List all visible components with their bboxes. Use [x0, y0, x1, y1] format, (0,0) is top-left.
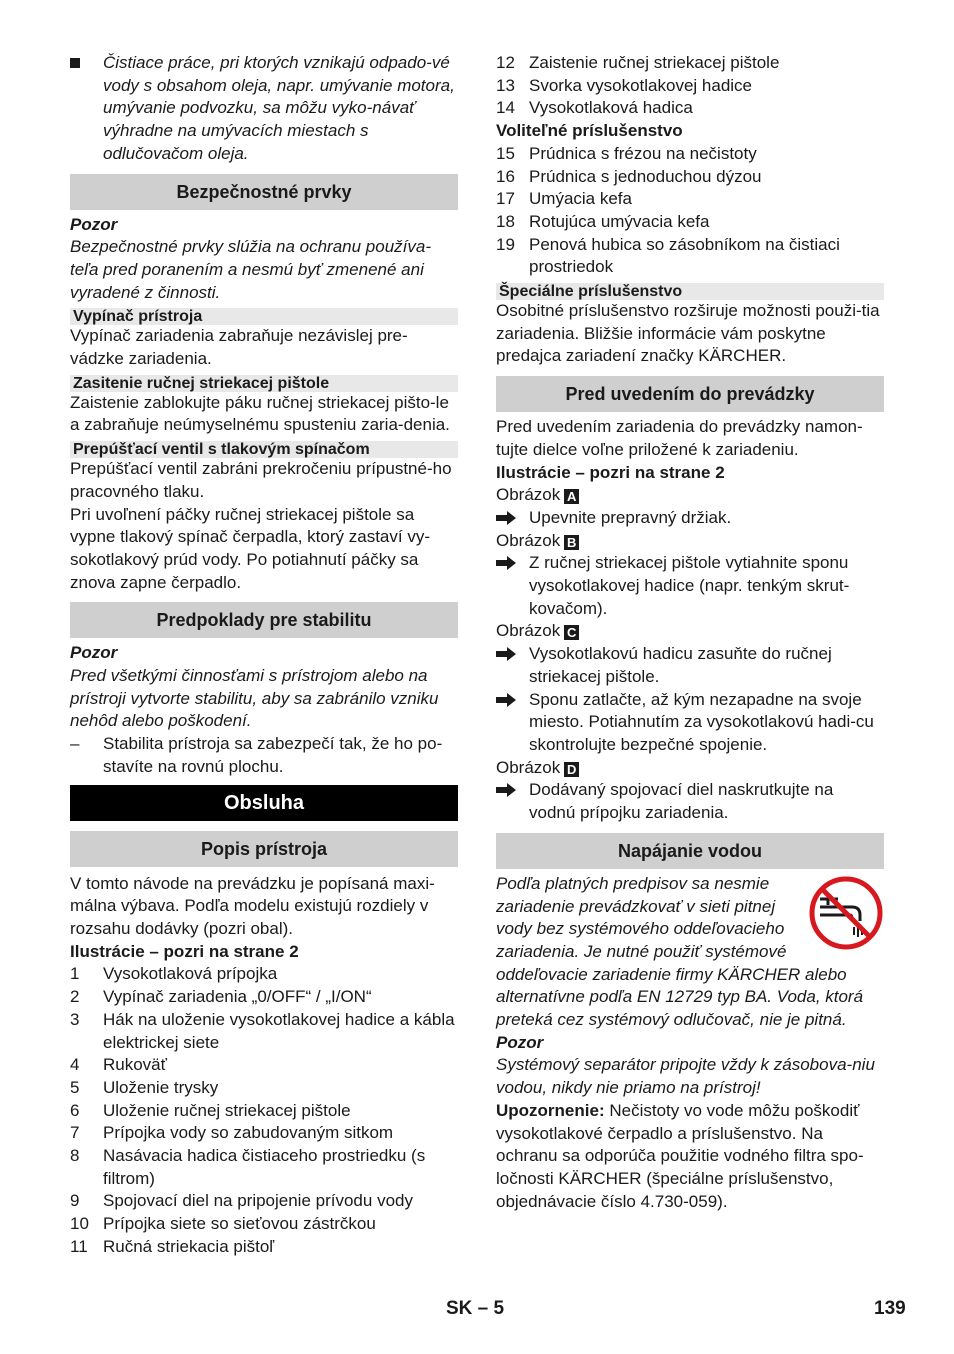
list-item — [70, 1077, 458, 1100]
switch-text: Vypínač zariadenia zabraňuje nezávislej pre-vádzke zariadenia. — [70, 326, 408, 369]
list-item-number: 16 — [496, 166, 515, 186]
caution-label: Pozor — [70, 643, 118, 663]
valve-text-1: Prepúšťací ventil zabráni prekročeniu prípustné-ho pracovného tlaku. — [70, 459, 452, 501]
list-item-text: Rukoväť — [103, 1055, 168, 1075]
step-item: Z ručnej striekacej pištole vytiahnite sponu vysokotlakovej hadice (napr. tenkým skrut-kovačom). — [496, 552, 884, 620]
list-item-text: Uloženie ručnej striekacej pištole — [103, 1100, 351, 1120]
parts-list — [70, 963, 458, 1258]
arrow-right-icon — [496, 783, 516, 797]
list-item-number: 8 — [70, 1146, 80, 1166]
valve-text-2: Pri uvoľnení páčky ručnej striekacej pištole sa vypne tlakový spínač čerpadla, ktorý zastaví vy-sokotlakový prúd vody. Po potiahnutí páčky sa znova zapne čerpadlo. — [70, 504, 430, 592]
list-item-text: Nasávacia hadica čistiaceho prostriedku (s filtrom) — [103, 1146, 426, 1188]
list-item-number: 15 — [496, 143, 515, 163]
subheading-switch: Vypínač prístroja — [70, 308, 458, 325]
caution-label: Pozor — [496, 1032, 544, 1052]
list-item-text: Vypínač zariadenia „0/OFF“ / „I/ON“ — [103, 987, 372, 1007]
list-item-number: 19 — [496, 234, 515, 254]
list-item — [70, 986, 458, 1009]
list-item — [70, 1054, 458, 1077]
lock-text: Zaistenie zablokujte páku ručnej striekacej pišto-le a zabraňuje neúmyselnému spusteniu zaria-denia. — [70, 392, 450, 435]
list-item-text: Prípojka vody so zabudovaným sitkom — [103, 1123, 394, 1143]
step-item: Sponu zatlačte, až kým nezapadne na svoje miesto. Potiahnutím za vysokotlakovú hadi-cu skontrolujte bezpečné spojenie. — [496, 689, 884, 757]
special-text: Osobitné príslušenstvo rozširuje možnosti použi-tia zariadenia. Bližšie informácie vám poskytne predajca zariadení značky KÄRCHER. — [496, 301, 880, 366]
list-item-text: Vysokotlaková prípojka — [103, 964, 278, 984]
list-item-number: 7 — [70, 1123, 80, 1143]
list-item-number: 3 — [70, 1009, 80, 1029]
list-item-number: 4 — [70, 1055, 80, 1075]
list-item-text: Umýacia kefa — [529, 189, 632, 209]
square-bullet-icon — [70, 58, 80, 68]
list-item-text: Svorka vysokotlakovej hadice — [529, 75, 753, 95]
list-item — [70, 1213, 458, 1236]
list-item-text: Hák na uloženie vysokotlakovej hadice a kábla elektrickej siete — [103, 1009, 455, 1052]
list-item — [70, 963, 458, 986]
list-item-text: Spojovací diel na pripojenie prívodu vody — [103, 1191, 413, 1211]
list-item-text: Zaistenie ručnej striekacej pištole — [529, 53, 780, 72]
section-heading-water-supply: Napájanie vodou — [496, 833, 884, 869]
figure-b-badge: B — [564, 535, 579, 550]
figure-b-label: Obrázok B — [496, 530, 884, 553]
left-column — [70, 52, 458, 1259]
note-label: Upozornenie: — [496, 1100, 605, 1120]
list-item — [496, 97, 884, 120]
list-item — [496, 188, 884, 211]
arrow-right-icon — [496, 511, 516, 525]
dash-item: – Stabilita prístroja sa zabezpečí tak, že ho po-stavíte na rovnú plochu. — [70, 734, 443, 776]
arrow-right-icon — [496, 693, 516, 707]
optional-accessories-list — [496, 143, 884, 279]
section-heading-description: Popis prístroja — [70, 831, 458, 867]
figure-c-label: Obrázok C — [496, 620, 884, 643]
section-heading-before-use: Pred uvedením do prevádzky — [496, 376, 884, 412]
illustration-label: Ilustrácie – pozri na strane 2 — [70, 941, 299, 961]
step-item: Upevnite prepravný držiak. — [496, 507, 884, 530]
list-item-number: 17 — [496, 189, 515, 209]
arrow-right-icon — [496, 556, 516, 570]
list-item — [70, 1122, 458, 1145]
list-item-text: Ručná striekacia pištoľ — [103, 1236, 275, 1256]
list-item-number: 10 — [70, 1214, 89, 1234]
caution-text: Systémový separátor pripojte vždy k zásobova-niu vodou, nikdy nie priamo na prístroj! — [496, 1055, 875, 1098]
list-item-number: 11 — [70, 1236, 88, 1256]
list-item-number: 12 — [496, 53, 515, 72]
list-item — [70, 1190, 458, 1213]
water-notice-block — [496, 873, 884, 1032]
optional-accessories-label: Voliteľné príslušenstvo — [496, 121, 683, 141]
list-item-number: 14 — [496, 98, 515, 118]
section-heading-safety: Bezpečnostné prvky — [70, 174, 458, 210]
list-item — [70, 1145, 458, 1190]
list-item — [70, 1236, 458, 1259]
list-item — [496, 52, 884, 75]
list-item — [496, 234, 884, 279]
water-notice-text: Podľa platných predpisov sa nesmie zariadenie prevádzkovať v sieti pitnej vody bez systémového oddeľovacieho zariadenia. Je nutné použiť systémové oddeľovacie zariadenie firmy KÄRCHER alebo alternatívne podľa EN 12729 typ BA. Voda, ktorá preteká cez systémový odlučovač, nie je pitná. — [496, 873, 864, 1030]
section-heading-stability: Predpoklady pre stabilitu — [70, 602, 458, 638]
list-item-number: 18 — [496, 211, 515, 231]
step-item: Dodávaný spojovací diel naskrutkujte na vodnú prípojku zariadenia. — [496, 779, 884, 824]
no-drinking-water-icon — [808, 875, 884, 951]
list-item-text: Prúdnica s jednoduchou dýzou — [529, 166, 762, 186]
list-item — [70, 1100, 458, 1123]
list-item — [496, 166, 884, 189]
footer-section-label: SK – 5 — [446, 1298, 505, 1319]
list-item-number: 5 — [70, 1077, 80, 1097]
list-item-number: 1 — [70, 964, 80, 984]
list-item — [496, 75, 884, 98]
list-item — [496, 211, 884, 234]
arrow-right-icon — [496, 647, 516, 661]
page-number: 139 — [874, 1298, 906, 1319]
list-item-text: Penová hubica so zásobníkom na čistiaci prostriedok — [529, 234, 840, 277]
caution-label: Pozor — [70, 214, 118, 234]
figure-c-badge: C — [564, 625, 579, 640]
list-item-text: Prúdnica s frézou na nečistoty — [529, 143, 757, 163]
list-item — [496, 143, 884, 166]
chapter-heading-operation: Obsluha — [70, 785, 458, 821]
description-text: V tomto návode na prevádzku je popísaná maxi-málna výbava. Podľa modelu existujú rozdiely v rozsahu dodávky (pozri obal). — [70, 873, 435, 938]
list-item-number: 9 — [70, 1191, 80, 1211]
list-item — [70, 1009, 458, 1054]
note-paragraph — [496, 1100, 884, 1214]
subheading-valve: Prepúšťací ventil s tlakovým spínačom — [70, 441, 458, 458]
list-item-text: Rotujúca umývacia kefa — [529, 211, 710, 231]
list-item-number: 13 — [496, 75, 515, 95]
list-item-number: 2 — [70, 987, 80, 1007]
figure-a-badge: A — [564, 489, 579, 504]
subheading-special: Špeciálne príslušenstvo — [496, 283, 884, 300]
before-text: Pred uvedením zariadenia do prevádzky namon-tujte dielce voľne priložené k zariadeniu. — [496, 417, 863, 459]
intro-bullet: Čistiace práce, pri ktorých vznikajú odpado-vé vody s obsahom oleja, napr. umývanie motora, umývanie podvozku, sa môžu vyko-návať výhradne na umývacích miestach s odlučovačom oleja. — [70, 52, 458, 166]
right-column — [496, 52, 884, 1213]
illustration-label: Ilustrácie – pozri na strane 2 — [496, 462, 725, 482]
figure-a-label: Obrázok A — [496, 484, 884, 507]
caution-text: Bezpečnostné prvky slúžia na ochranu používa-teľa pred poranením a nesmú byť zmenené ani vyradené z činnosti. — [70, 237, 431, 302]
step-item: Vysokotlakovú hadicu zasuňte do ručnej striekacej pištole. — [496, 643, 884, 688]
figure-d-badge: D — [564, 762, 579, 777]
figure-d-label: Obrázok D — [496, 757, 884, 780]
list-item-text: Uloženie trysky — [103, 1077, 219, 1097]
note-text: Nečistoty vo vode môžu poškodiť vysokotlakové čerpadlo a príslušenstvo. Na ochranu sa odporúča použitie vodného filtra spo-ločnosti KÄRCHER (špeciálne príslušenstvo, objednávacie číslo 4.730-059). — [496, 1100, 864, 1211]
list-item-number: 6 — [70, 1100, 80, 1120]
list-item-text: Vysokotlaková hadica — [529, 98, 693, 118]
caution-text: Pred všetkými činnosťami s prístrojom alebo na prístroji vytvorte stabilitu, aby sa zabránilo vzniku nehôd alebo poškodení. — [70, 666, 439, 731]
parts-list-continued — [496, 52, 884, 120]
list-item-text: Prípojka siete so sieťovou zástrčkou — [103, 1214, 376, 1234]
subheading-lock: Zasitenie ručnej striekacej pištole — [70, 375, 458, 392]
